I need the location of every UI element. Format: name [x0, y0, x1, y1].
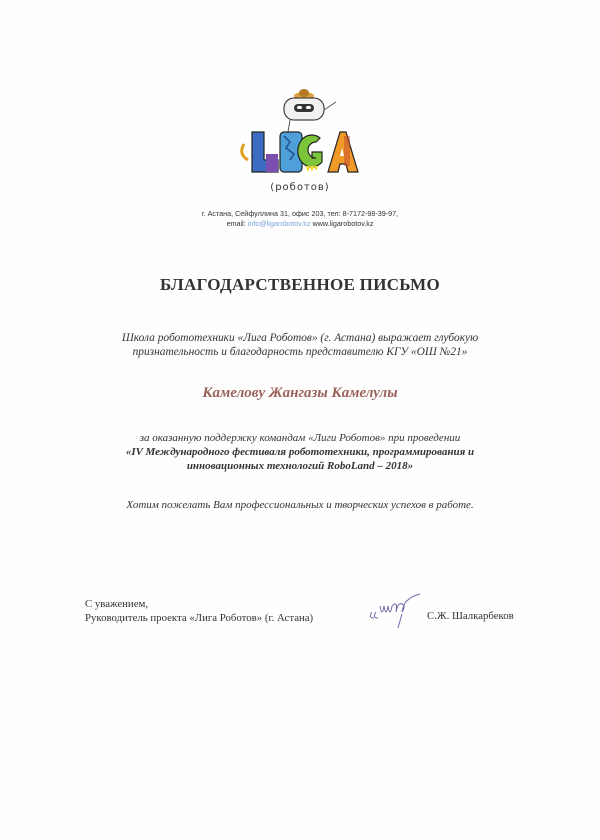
web-line	[0, 219, 600, 229]
address-line: г. Астана, Сейфуллина 31, офис 203, тел: 8-7172-98-39-97,	[201, 209, 399, 218]
letter-g	[298, 135, 322, 167]
signature-stroke	[370, 594, 420, 628]
letter-title: БЛАГОДАРСТВЕННОЕ ПИСЬМО	[159, 275, 441, 294]
intro-line-1: Школа робототехники «Лига Роботов» (г. Астана) выражает глубокую	[121, 332, 479, 344]
email-label: email:	[226, 219, 246, 228]
letter-l-swirl	[242, 144, 248, 160]
intro-line-2: признательность и благодарность представителю КГУ «ОШ №21»	[132, 346, 468, 358]
recipient-name: Камелову Жангазы Камелулы	[202, 385, 398, 401]
robot-eye-right	[306, 106, 311, 109]
reason-line-3: инновационных технологий RoboLand – 2018»	[186, 460, 414, 472]
handwritten-signature-icon	[366, 590, 422, 630]
robot-logo-icon	[240, 88, 360, 183]
liga-robotov-logo	[240, 88, 360, 198]
letter-g-drip	[306, 166, 318, 171]
logo-subtitle: (роботов)	[270, 182, 330, 193]
signer-position: Руководитель проекта «Лига Роботов» (г. Астана)	[85, 612, 314, 624]
robot-arm	[324, 102, 336, 110]
reason-paragraph	[0, 431, 600, 473]
letter-a-shade	[344, 136, 350, 166]
intro-paragraph	[0, 331, 600, 359]
closing: С уважением,	[85, 598, 149, 610]
signer-name: С.Ж. Шалкарбеков	[427, 610, 514, 622]
website-link[interactable]: www.ligarobotov.kz	[312, 219, 374, 228]
robot-eye-left	[297, 106, 302, 109]
hat-top	[299, 89, 309, 97]
contact-info	[0, 209, 600, 229]
signature-block	[85, 597, 313, 625]
wishes-paragraph: Хотим пожелать Вам профессиональных и творческих успехов в работе.	[126, 499, 474, 511]
robot-eyes	[294, 104, 314, 112]
letter-l-shade	[266, 154, 278, 172]
email-link[interactable]: info@ligarobotov.kz	[247, 219, 311, 228]
robot-leg	[288, 120, 290, 132]
reason-line-2: «IV Международного фестиваля робототехники, программирования и	[125, 446, 475, 458]
reason-line-1: за оказанную поддержку командам «Лиги Роботов» при проведении	[139, 432, 461, 444]
